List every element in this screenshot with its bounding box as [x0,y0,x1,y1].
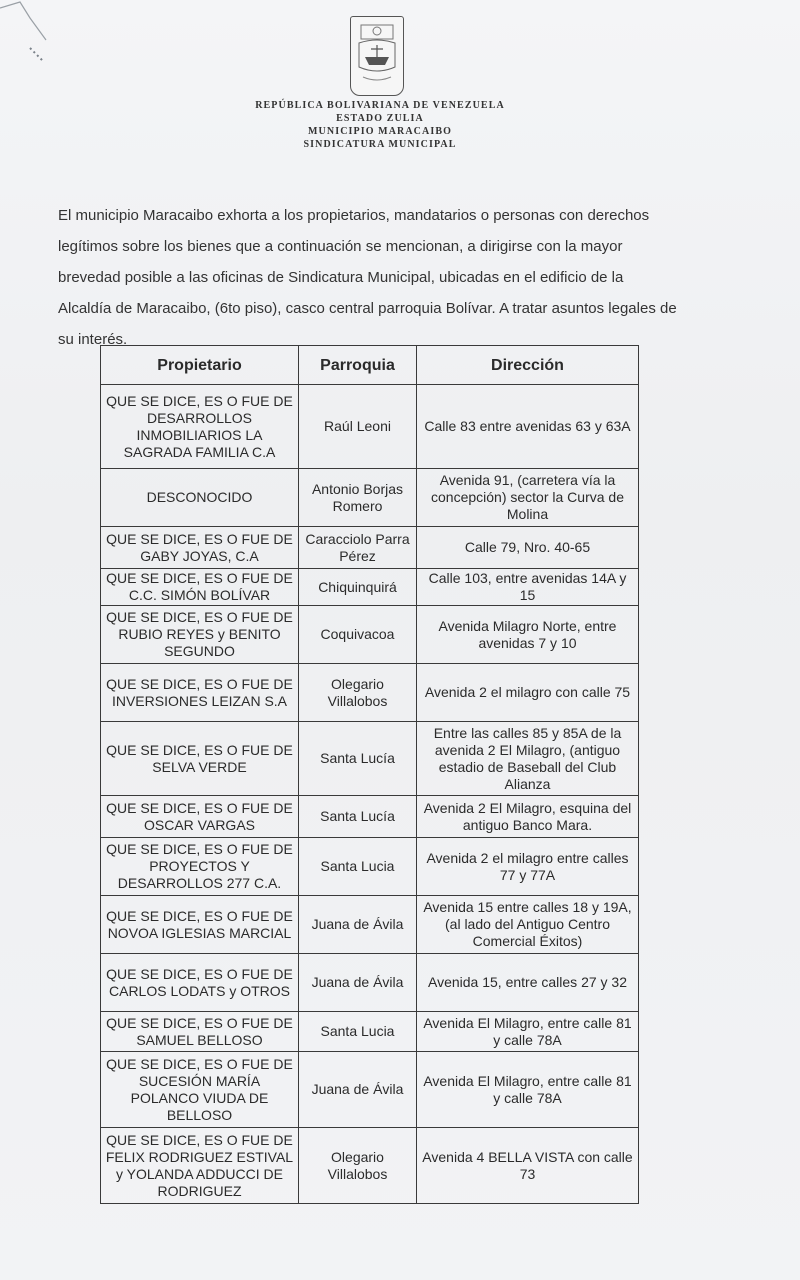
address-cell: Avenida Milagro Norte, entre avenidas 7 y 10 [417,606,639,664]
address-cell: Avenida 4 BELLA VISTA con calle 73 [417,1128,639,1204]
table-row [101,569,639,606]
parish-cell: Raúl Leoni [299,385,417,469]
letterhead-line: ESTADO ZULIA [336,113,424,124]
binding-staple-mark [0,0,60,70]
owner-cell: QUE SE DICE, ES O FUE DE SELVA VERDE [101,722,299,796]
table-row [101,1012,639,1052]
owner-cell: QUE SE DICE, ES O FUE DE SAMUEL BELLOSO [101,1012,299,1052]
owner-cell: QUE SE DICE, ES O FUE DE SUCESIÓN MARÍA POLANCO VIUDA DE BELLOSO [101,1052,299,1128]
address-cell: Avenida 2 el milagro entre calles 77 y 77A [417,838,639,896]
address-cell: Calle 103, entre avenidas 14A y 15 [417,569,639,606]
owner-cell: QUE SE DICE, ES O FUE DE NOVOA IGLESIAS MARCIAL [101,896,299,954]
header-address: Dirección [417,346,639,385]
table-row [101,385,639,469]
parish-cell: Santa Lucía [299,796,417,838]
owner-cell: QUE SE DICE, ES O FUE DE C.C. SIMÓN BOLÍVAR [101,569,299,606]
table-row [101,527,639,569]
table-row [101,664,639,722]
owner-cell: QUE SE DICE, ES O FUE DE PROYECTOS Y DESARROLLOS 277 C.A. [101,838,299,896]
address-cell: Avenida 2 el milagro con calle 75 [417,664,639,722]
owner-cell: QUE SE DICE, ES O FUE DE GABY JOYAS, C.A [101,527,299,569]
table-row [101,954,639,1012]
parish-cell: Juana de Ávila [299,896,417,954]
address-cell: Calle 83 entre avenidas 63 y 63A [417,385,639,469]
table-header-row [101,346,639,385]
parish-cell: Antonio Borjas Romero [299,469,417,527]
letterhead-line: SINDICATURA MUNICIPAL [303,139,457,150]
parish-cell: Olegario Villalobos [299,1128,417,1204]
address-cell: Avenida 15 entre calles 18 y 19A, (al lado del Antiguo Centro Comercial Éxitos) [417,896,639,954]
header-owner: Propietario [101,346,299,385]
address-cell: Entre las calles 85 y 85A de la avenida 2 El Milagro, (antiguo estadio de Baseball del Club Alianza [417,722,639,796]
parish-cell: Juana de Ávila [299,1052,417,1128]
table-row [101,606,639,664]
parish-cell: Caracciolo Parra Pérez [299,527,417,569]
coat-of-arms-seal [350,16,404,96]
table-row [101,722,639,796]
parish-cell: Chiquinquirá [299,569,417,606]
address-cell: Calle 79, Nro. 40-65 [417,527,639,569]
parish-cell: Santa Lucía [299,722,417,796]
parish-cell: Olegario Villalobos [299,664,417,722]
address-cell: Avenida 15, entre calles 27 y 32 [417,954,639,1012]
table-row [101,896,639,954]
owner-cell: QUE SE DICE, ES O FUE DE OSCAR VARGAS [101,796,299,838]
table-row [101,1128,639,1204]
table-row [101,796,639,838]
properties-table [100,345,639,1204]
owner-cell: QUE SE DICE, ES O FUE DE RUBIO REYES y BENITO SEGUNDO [101,606,299,664]
header-parish: Parroquia [299,346,417,385]
table-row [101,1052,639,1128]
parish-cell: Santa Lucia [299,1012,417,1052]
owner-cell: QUE SE DICE, ES O FUE DE DESARROLLOS INMOBILIARIOS LA SAGRADA FAMILIA C.A [101,385,299,469]
letterhead [180,99,580,151]
owner-cell: DESCONOCIDO [101,469,299,527]
address-cell: Avenida El Milagro, entre calle 81 y calle 78A [417,1052,639,1128]
letterhead-line: MUNICIPIO MARACAIBO [308,126,452,137]
table-row [101,469,639,527]
table-row [101,838,639,896]
address-cell: Avenida 91, (carretera vía la concepción) sector la Curva de Molina [417,469,639,527]
intro-paragraph: El municipio Maracaibo exhorta a los propietarios, mandatarios o personas con derechos legítimos sobre los bienes que a continuación se mencionan, a dirigirse con la mayor brevedad posible a las oficinas de Sindicatura Municipal, ubicadas en el edificio de la Alcaldía de Maracaibo, (6to piso), casco central parroquia Bolívar. A tratar asuntos legales de su interés. [58,207,677,348]
parish-cell: Coquivacoa [299,606,417,664]
letterhead-line: REPÚBLICA BOLIVARIANA DE VENEZUELA [255,100,505,111]
address-cell: Avenida El Milagro, entre calle 81 y calle 78A [417,1012,639,1052]
owner-cell: QUE SE DICE, ES O FUE DE INVERSIONES LEIZAN S.A [101,664,299,722]
address-cell: Avenida 2 El Milagro, esquina del antiguo Banco Mara. [417,796,639,838]
owner-cell: QUE SE DICE, ES O FUE DE FELIX RODRIGUEZ ESTIVAL y YOLANDA ADDUCCI DE RODRIGUEZ [101,1128,299,1204]
parish-cell: Santa Lucia [299,838,417,896]
parish-cell: Juana de Ávila [299,954,417,1012]
owner-cell: QUE SE DICE, ES O FUE DE CARLOS LODATS y OTROS [101,954,299,1012]
